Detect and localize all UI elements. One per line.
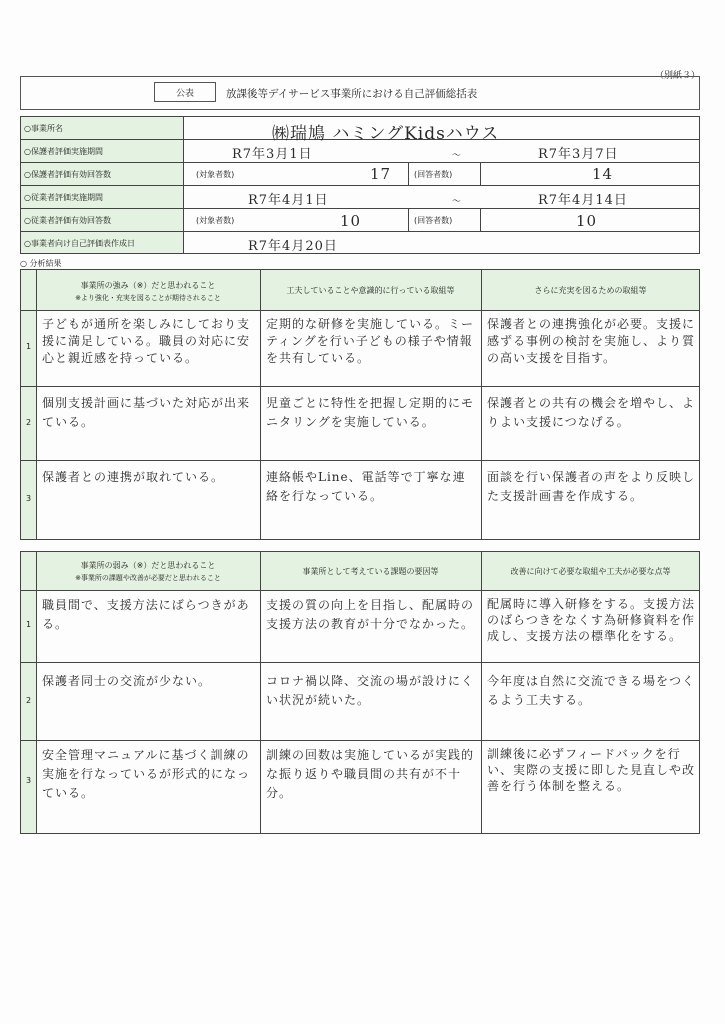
weaknesses-header-col1 [40,560,256,584]
weakness-row-1-col3: 配属時に導入研修をする。支援方法のばらつきをなくす為研修資料を作成し、支援方法の標準化をする。 [487,597,696,643]
weakness-row-3-col2: 訓練の回数は実施しているが実践的な振り返りや職員間の共有が不十分。 [266,748,475,800]
strengths-header-col1 [40,280,256,304]
strength-row-1-number: 1 [26,342,32,351]
strength-row-2-col2: 児童ごとに特性を把握し定期的にモニタリングを実施している。 [266,396,475,429]
document-title: 放課後等デイサービス事業所における自己評価総括表 [226,88,478,100]
strengths-header-col1-note: ※より強化・充実を図ることが期待されること [75,294,221,302]
strength-row-3-number: 3 [26,494,32,503]
strength-row-2-number: 2 [26,418,32,427]
parent-respondent-label: (回答者数) [414,170,453,179]
label-staff-period: ○従業者評価実施期間 [24,193,103,202]
weaknesses-header-col2: 事業所として考えている課題の要因等 [302,567,439,576]
weakness-row-3-number: 3 [26,776,32,785]
weaknesses-header-col1-note: ※事業所の課題や改善が必要だと思われること [75,574,221,582]
strength-row-1-col1: 子どもが通所を楽しみにしており支援に満足している。職員の対応に安心と親近感を持っている。 [42,317,251,365]
staff-respondent-count: 10 [576,212,598,230]
weakness-row-2-number: 2 [26,696,32,705]
weakness-row-2-col2: コロナ禍以降、交流の場が設けにくい状況が続いた。 [266,674,475,707]
label-parent-period: ○保護者評価実施期間 [24,147,103,156]
parent-target-label: (対象者数) [196,170,235,179]
weaknesses-header-col3: 改善に向けて必要な取組や工夫が必要な点等 [510,567,671,576]
strength-row-1-col3: 保護者との連携強化が必要。支援に感ずる事例の検討を実施し、より質の高い支援を目指す。 [487,317,696,365]
analysis-section-title: ○ 分析結果 [20,259,62,268]
strength-row-3-col1: 保護者との連携が取れている。 [42,470,225,484]
staff-period-end: R7年4月14日 [538,193,628,208]
office-name: ㈱瑞鳩 ハミングKidsハウス [272,124,500,144]
strength-row-2-col1: 個別支援計画に基づいた対応が出来ている。 [42,396,251,429]
strengths-header-col3: さらに充実を図るための取組等 [534,286,647,295]
weakness-row-1-col2: 支援の質の向上を目指し、配属時の支援方法の教育が十分でなかった。 [266,598,475,631]
label-created-date: ○事業者向け自己評価表作成日 [24,239,135,248]
label-staff-valid: ○従業者評価有効回答数 [24,216,111,225]
parent-period-start: R7年3月1日 [232,147,313,162]
parent-period-end: R7年3月7日 [538,147,619,162]
strengths-header-col1-main: 事業所の強み（※）だと思われること [80,281,216,290]
staff-period-start: R7年4月1日 [248,193,329,208]
staff-period-tilde: ～ [452,197,462,207]
label-office: ○事業所名 [24,124,63,133]
annex-label: （別紙３） [655,71,701,81]
weaknesses-header-col1-main: 事業所の弱み（※）だと思われること [80,561,216,570]
weakness-row-1-col1: 職員間で、支援方法にばらつきがある。 [42,598,250,631]
parent-respondent-count: 14 [592,165,614,183]
staff-respondent-label: (回答者数) [414,216,453,225]
strength-row-3-col3: 面談を行い保護者の声をより反映した支援計画書を作成する。 [487,470,696,503]
strengths-header-col2: 工夫していることや意識的に行っている取組等 [286,286,455,295]
staff-target-count: 10 [340,212,362,230]
weakness-row-3-col3: 訓練後に必ずフィードバックを行い、実際の支援に即した見直しや改善を行う体制を整える。 [487,747,696,793]
parent-target-count: 17 [370,165,392,183]
staff-target-label: (対象者数) [196,216,235,225]
weakness-row-1-number: 1 [26,620,32,629]
strength-row-2-col3: 保護者との共有の機会を増やし、よりよい支援につなげる。 [487,396,696,429]
weakness-row-2-col3: 今年度は自然に交流できる場をつくるよう工夫する。 [487,674,696,707]
public-badge: 公表 [154,82,216,102]
label-parent-valid: ○保護者評価有効回答数 [24,170,111,179]
created-date-value: R7年4月20日 [248,239,338,254]
weakness-row-2-col1: 保護者同士の交流が少ない。 [42,674,212,688]
strength-row-3-col2: 連絡帳やLine、電話等で丁寧な連絡を行なっている。 [266,470,466,503]
weakness-row-3-col1: 安全管理マニュアルに基づく訓練の実施を行なっているが形式的になっている。 [42,748,251,800]
parent-period-tilde: ～ [452,151,462,161]
strength-row-1-col2: 定期的な研修を実施している。ミーティングを行い子どもの様子や情報を共有している。 [266,317,475,365]
